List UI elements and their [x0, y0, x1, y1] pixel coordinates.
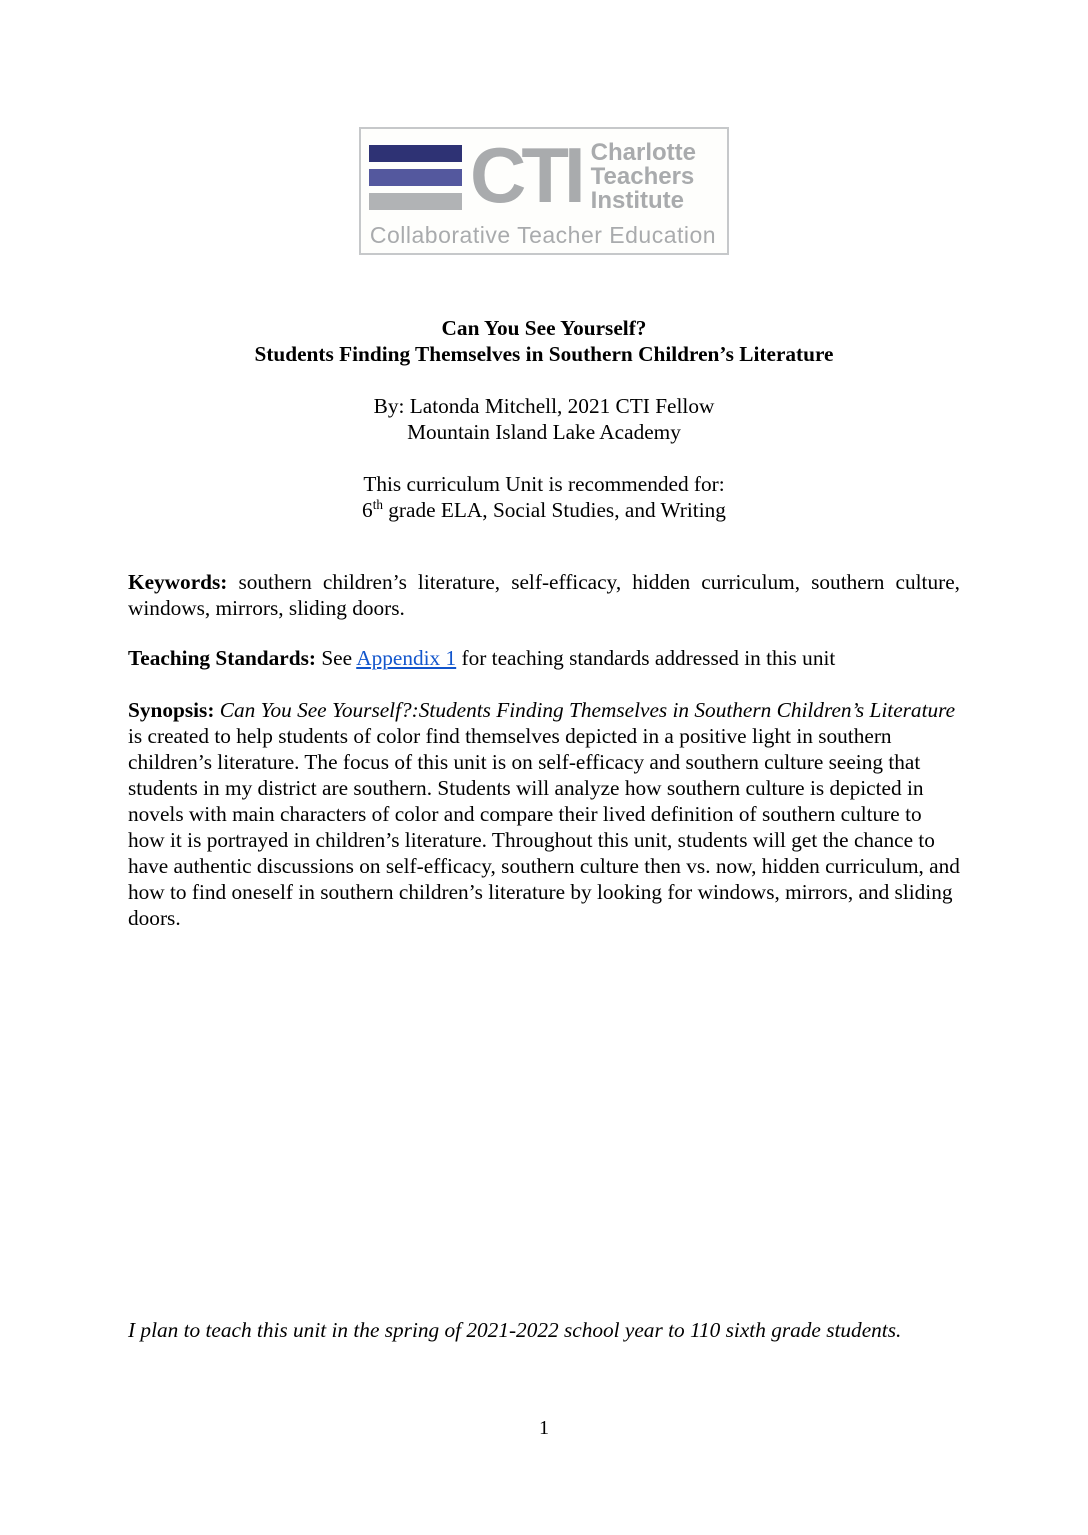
teaching-standards-paragraph: [128, 645, 960, 671]
logo-bar-navy: [369, 145, 462, 162]
plan-note: I plan to teach this unit in the spring of 2021-2022 school year to 110 sixth grade students.: [128, 1318, 902, 1342]
document-page: [0, 127, 1088, 1535]
grade-number: 6: [362, 498, 373, 522]
recommendation-intro: This curriculum Unit is recommended for:: [363, 472, 725, 496]
document-title-line2: Students Finding Themselves in Southern Children’s Literature: [254, 342, 834, 366]
byline-school: Mountain Island Lake Academy: [407, 420, 681, 444]
recommendation: [128, 471, 960, 523]
logo-bar-purple: [369, 169, 462, 186]
logo-bars-icon: [369, 145, 462, 210]
logo-tagline: Collaborative Teacher Education: [369, 222, 717, 248]
teaching-standards-before-link: See: [321, 646, 353, 670]
keywords-text: southern children’s literature, self-efficacy, hidden curriculum, southern culture, windows, mirrors, sliding doors.: [128, 570, 960, 620]
appendix-1-link[interactable]: Appendix 1: [356, 646, 457, 670]
grade-subjects: grade ELA, Social Studies, and Writing: [382, 498, 726, 522]
keywords-label: Keywords:: [128, 570, 228, 594]
teaching-standards-label: Teaching Standards:: [128, 646, 316, 670]
document-title: [128, 315, 960, 367]
logo-bar-gray: [369, 193, 462, 210]
logo-name-line: Institute: [590, 187, 684, 214]
recommendation-grades: [128, 497, 960, 523]
document-title-line1: Can You See Yourself?: [441, 316, 647, 340]
logo-top-row: [369, 131, 717, 219]
logo-acronym: CTI: [470, 131, 581, 219]
grade-ordinal: th: [372, 496, 383, 512]
synopsis-unit-title: Can You See Yourself?:Students Finding Themselves in Southern Children’s Literature: [219, 698, 956, 722]
synopsis-paragraph: [128, 697, 960, 931]
logo-name-line: Teachers: [590, 163, 695, 190]
keywords-paragraph: [128, 569, 960, 621]
logo-institute-name: [591, 141, 696, 213]
cti-logo: [359, 127, 729, 255]
logo-name-line: Charlotte: [590, 139, 696, 166]
page-number: 1: [539, 1417, 549, 1439]
synopsis-body: is created to help students of color find themselves depicted in a positive light in southern children’s literature. The focus of this unit is on self-efficacy and southern culture seeing that students in my district are southern. Students will analyze how southern culture is depicted in novels with main characters of color and compare their lived definition of southern culture to how it is portrayed in children’s literature. Throughout this unit, students will get the chance to have authentic discussions on self-efficacy, southern culture then vs. now, hidden curriculum, and how to find oneself in southern children’s literature by looking for windows, mirrors, and sliding doors.: [128, 724, 960, 930]
teaching-standards-after-link: for teaching standards addressed in this unit: [461, 646, 836, 670]
byline-author: By: Latonda Mitchell, 2021 CTI Fellow: [373, 394, 715, 418]
byline: [128, 393, 960, 445]
synopsis-label: Synopsis:: [128, 698, 215, 722]
